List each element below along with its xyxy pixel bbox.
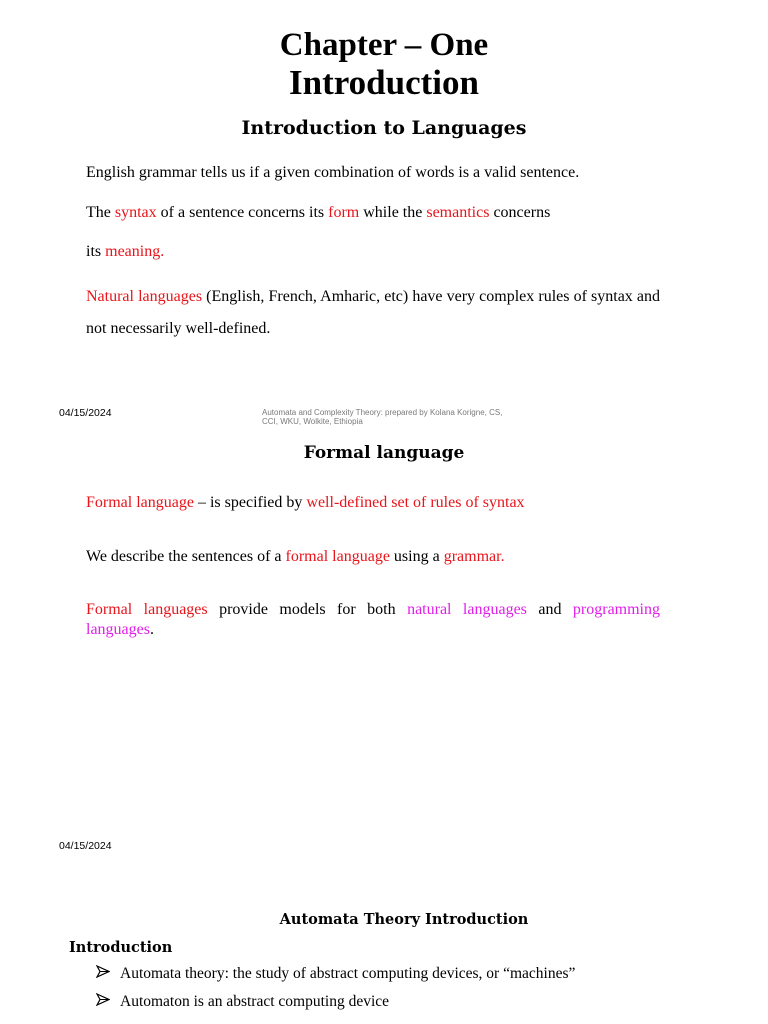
term-semantics: semantics xyxy=(426,204,490,221)
text: provide models for both xyxy=(207,601,408,618)
text: The xyxy=(86,204,115,221)
paragraph-formal-definition xyxy=(86,492,660,514)
term-syntax-rules: well-defined set of rules of syntax xyxy=(306,494,525,511)
paragraph-grammar-describe xyxy=(86,546,660,568)
paragraph-natural-languages xyxy=(86,281,660,345)
paragraph-formal-models xyxy=(86,600,660,640)
chapter-title: Chapter – One xyxy=(279,27,489,63)
slide-date: 04/15/2024 xyxy=(59,407,112,419)
text: We describe the sentences of a xyxy=(86,548,286,565)
text: – is specified by xyxy=(193,494,307,511)
text: using a xyxy=(389,548,444,565)
text: concerns xyxy=(489,204,551,221)
paragraph-grammar: English grammar tells us if a given combination of words is a valid sentence. xyxy=(86,164,580,181)
text: . xyxy=(149,621,154,638)
term-formal-language: formal language xyxy=(285,548,390,565)
text: its xyxy=(86,243,106,260)
text: (English, French, Amharic, etc) have very complex rules of syntax and not necessarily well-defined. xyxy=(86,288,661,337)
term-meaning: meaning. xyxy=(105,243,165,260)
text: while the xyxy=(359,204,427,221)
arrow-bullet-icon xyxy=(96,993,120,1011)
chapter-subtitle: Introduction xyxy=(289,63,479,102)
paragraph-syntax xyxy=(86,202,660,224)
term-grammar: grammar. xyxy=(443,548,505,565)
slide-date: 04/15/2024 xyxy=(59,840,112,852)
bullet-text: Automata theory: the study of abstract computing devices, or “machines” xyxy=(120,965,576,982)
slide-footer: Automata and Complexity Theory: prepared by Kolana Korigne, CS, CCI, WKU, Wolkite, Ethiopia xyxy=(262,408,503,426)
term-formal-languages: Formal languages xyxy=(86,601,208,618)
paragraph-meaning xyxy=(86,241,660,263)
section-heading-formal-language: Formal language xyxy=(303,443,465,463)
bullet-text: Automaton is an abstract computing device xyxy=(120,993,390,1010)
list-item xyxy=(96,965,575,983)
section-heading-automata: Automata Theory Introduction xyxy=(279,911,529,928)
list-item xyxy=(96,993,389,1011)
section-heading-languages: Introduction to Languages xyxy=(241,117,527,139)
term-programming-languages: programming languages xyxy=(86,601,660,638)
term-form: form xyxy=(328,204,360,221)
subheading-introduction: Introduction xyxy=(69,939,173,956)
term-formal-language: Formal language xyxy=(86,494,194,511)
term-natural-languages: Natural languages xyxy=(86,288,203,305)
term-syntax: syntax xyxy=(114,204,157,221)
term-natural-languages: natural languages xyxy=(407,601,527,618)
arrow-bullet-icon xyxy=(96,965,120,983)
text: and xyxy=(526,601,573,618)
text: of a sentence concerns its xyxy=(156,204,329,221)
